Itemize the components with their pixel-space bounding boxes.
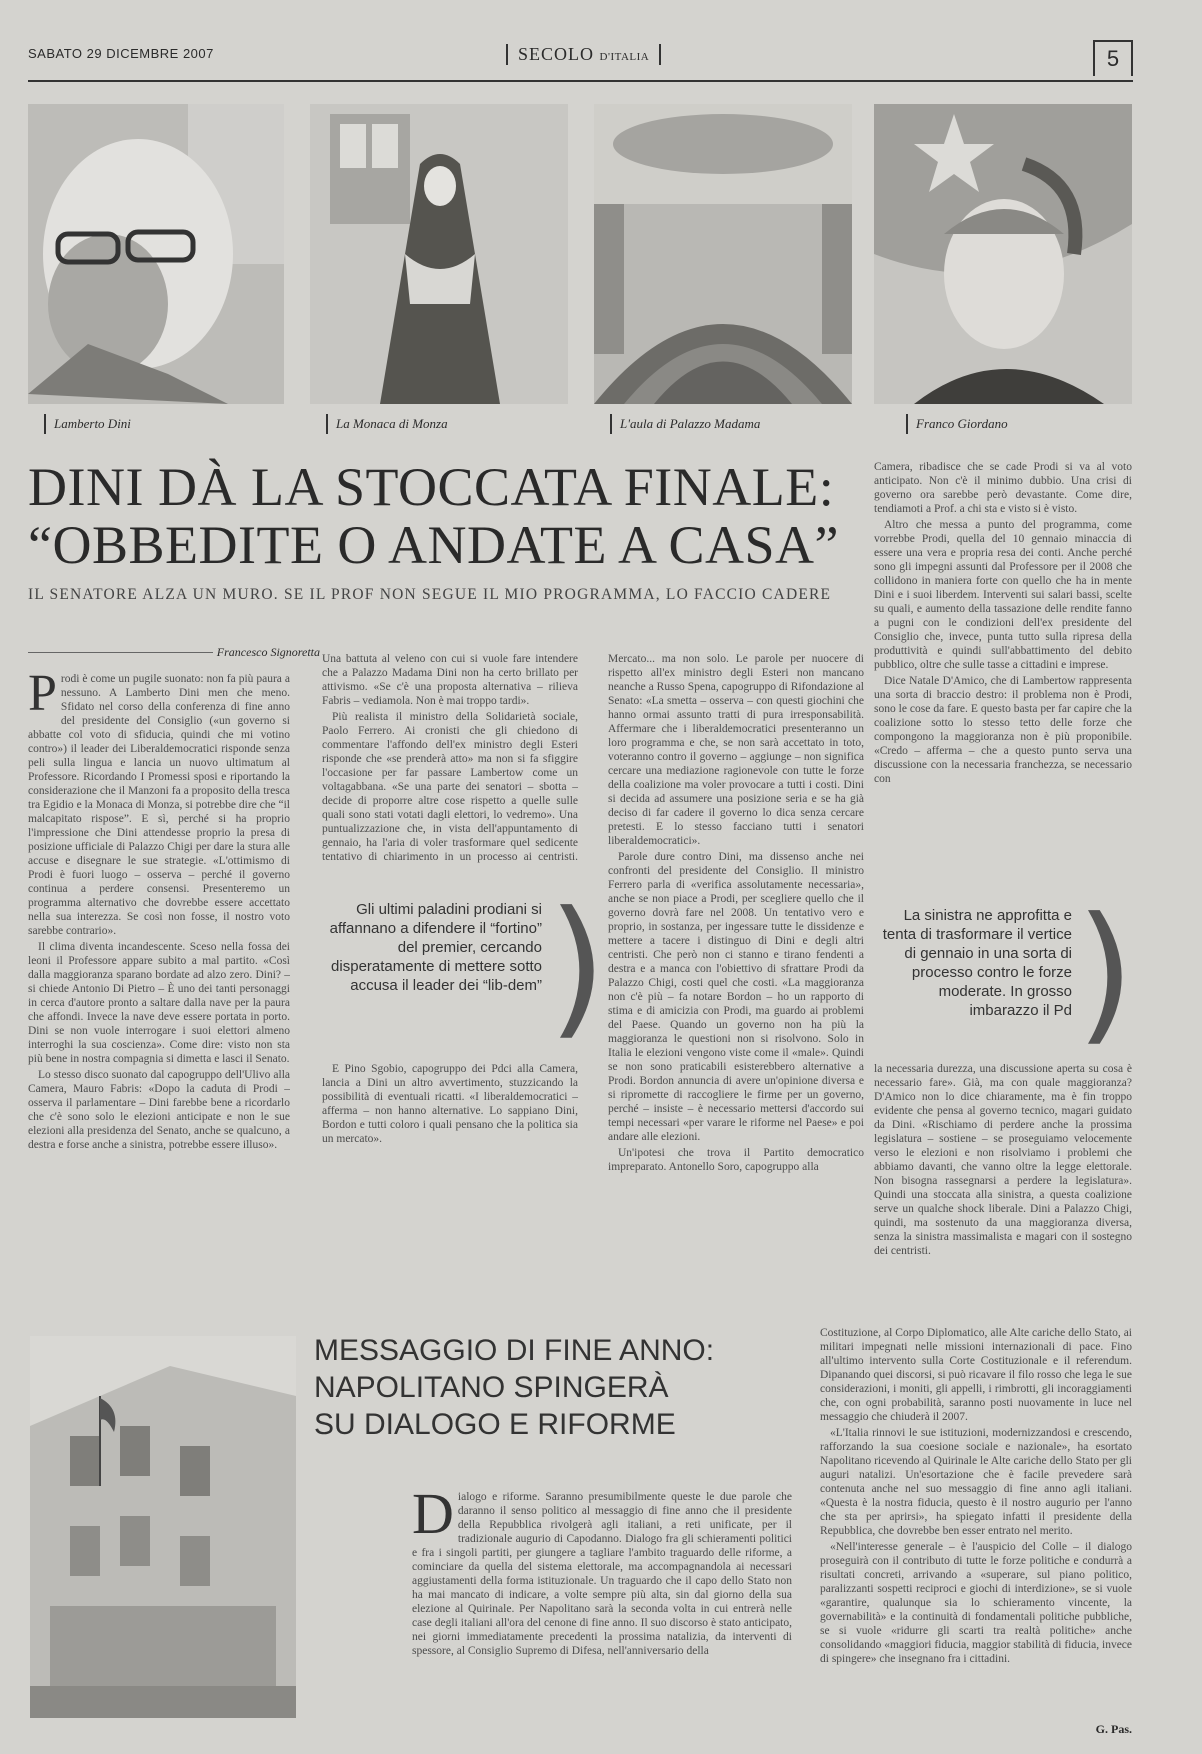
photo-caption-1: Lamberto Dini — [44, 414, 131, 434]
article1-col4-paragraph-4: la necessaria durezza, una discussione aperta su cosa è necessario fare». Già, ma con quale maggioranza? D'Amico non lo dice chiaramente, ma è fin troppo evidente che pensa al governo tecnico, magari guidato da Dini. «Rischiamo di perdere anche la prossima legislatura – sostiene – se proseguiamo velocemente verso le elezioni e non risolviamo i problemi che abbiamo davanti, che vanno oltre la legge elettorale. Non bisogna rassegnarsi a perdere la legislatura». Quindi una stoccata alla sinistra, a questa coalizione serve un qualche shock liberale. Dini a Palazzo Chigi, quindi, ma sostenuto da una maggioranza diversa, senza la sinistra massimalista e magari con il sostegno dei centristi. — [874, 1063, 1132, 1257]
article2-column-2 — [820, 1326, 1132, 1718]
article1-column-2-bottom — [322, 1062, 578, 1282]
article2-dropcap: D — [412, 1490, 454, 1546]
byline-author: Francesco Signoretta — [213, 645, 320, 659]
main-headline-line2: “OBBEDITE O ANDATE A CASA” — [28, 515, 839, 575]
article1-column-4-top — [874, 460, 1132, 910]
main-headline — [28, 458, 858, 574]
article1-column-3 — [608, 652, 864, 1282]
article1-column-1 — [28, 672, 290, 1282]
article1-col3-paragraph-2: Parole dure contro Dini, ma dissenso anche nei confronti del presidente del Consiglio. Il ministro Ferrero parla di «verifica assolutamente necessaria», anche se non piace a Prodi, per scegliere quello che il governo dovrà fare nel 2008. Un tentativo vero e proprio, in sostanza, per ingessare tutte le dissidenze e mettere a tacere i distinguo di Dini e degli altri centristi. Che però non ci stanno e tirano fendenti a destra e a manca con l'obiettivo di sfrattare Prodi da Palazzo Chigi, costi quel che costi. «La maggioranza non c'è più – fa notare Bordon – ho un rapporto di stima e di amicizia con Prodi, ma guardo ai problemi del Paese. Quando un governo non ha più la maggioranza le questioni non si risolvono. Solo in Italia le elezioni vengono viste come il «male». Quindi se non sono praticabili esisterebbero alternative a Prodi. Bordon annuncia di avere un'opinione diversa e si ripromette di raccogliere le firme per un governo, perché – insiste – è necessario mettersi d'accordo sui tempi necessari «per varare le riforme nel Paese» e poi andare alle elezioni. — [608, 851, 864, 1143]
photo-lamberto-dini — [28, 104, 284, 404]
article1-col2-paragraph-1: Una battuta al veleno con cui si vuole fare intendere che a Palazzo Madama Dini non ha certo brillato per attivismo. «Se c'è una proposta alternativa – rilieva Fabris – vediamola. Non è mai troppo tardi». — [322, 653, 578, 707]
article2-col1-paragraph: ialogo e riforme. Saranno presumibilmente queste le due parole che daranno il senso politico al messaggio di fine anno che il presidente della Repubblica rivolgerà agli italiani, a reti unificate, per il tradizionale augurio di Capodanno. Dialogo fra gli schieramenti politici e fra i singoli partiti, per giungere a tagliare l'ambito traguardo delle riforme, a cominciare da quella del sistema elettorale, ma accompagnandola ai necessari aggiustamenti della forma istituzionale. Un traguardo che il capo dello Stato non ha mai mancato di indicare, a volte sempre più alta, sin dal giorno della sua elezione al Quirinale. Per Napolitano sarà la seconda volta in cui entrerà nelle case degli italiani all'ora del cenone di fine anno. Il suo discorso è stato anticipato, nei giorni immediatamente precedenti la prossima natalizia, da interventi di spessore, al Consiglio Supremo di Difesa, nell'anniversario della — [412, 1491, 792, 1657]
photo-palazzo-madama — [594, 104, 852, 404]
pullquote-left-brace: ) — [548, 880, 607, 1054]
pullquote-left — [322, 880, 607, 1054]
photo-caption-3: L'aula di Palazzo Madama — [610, 414, 760, 434]
newspaper-title-small: D'ITALIA — [599, 51, 650, 63]
article1-col4-paragraph-3: Dice Natale D'Amico, che di Lambertow rappresenta una sorta di braccio destro: il problema non è Prodi, sono le cose da fare. E questo basta per far capire che la coalizione sotto lo stesso tetto delle forze che compongono la maggioranza non è più proponibile. «Credo – afferma – che a questo punto serva una discussione con la necessaria franchezza, se necessario con — [874, 675, 1132, 785]
article1-column-2-top — [322, 652, 578, 866]
pullquote-right-brace: ) — [1076, 886, 1135, 1060]
photo-monaca-di-monza — [310, 104, 568, 404]
article1-dropcap: P — [28, 672, 57, 722]
article2-col2-paragraph-2: «L'Italia rinnovi le sue istituzioni, modernizzandosi e crescendo, rafforzando la sua coesione sociale e nazionale», ha esortato Napolitano ricevendo al Quirinale le Alte cariche dello Stato per gli auguri natalizi. Un'esortazione che è facile prevedere sarà contenuta anche nel suo messaggio di fine anno agli italiani. «Questa è la nostra fiducia, questo è il nostro augurio per l'anno che sta per aprirsi», ha spiegato infatti il presidente della Repubblica, che dovrebbe ben esser entrato nel merito. — [820, 1427, 1132, 1537]
photo-franco-giordano — [874, 104, 1132, 404]
photo-quirinale — [30, 1336, 296, 1718]
article1-col1-paragraph-3: Lo stesso disco suonato dal capogruppo dell'Ulivo alla Camera, Mauro Fabris: «Dopo la caduta di Prodi – osserva il parlamentare – Dini farebbe bene a ricordarlo che c'è sono solo le elezioni anticipate e non le sue elezioni alla presidenza del Senato, anche se qualcuno, a destra e forse anche a sinistra, potrebbe essere illuso». — [28, 1069, 290, 1151]
issue-date: SABATO 29 DICEMBRE 2007 — [28, 46, 214, 61]
pullquote-right — [880, 886, 1135, 1060]
main-subheadline: IL SENATORE ALZA UN MURO. SE IL PROF NON SEGUE IL MIO PROGRAMMA, LO FACCIO CADERE — [28, 586, 832, 603]
article1-col4-paragraph-2: Altro che messa a punto del programma, come vorrebbe Prodi, quella del 10 gennaio minaccia di essere una vera e propria resa dei conti. Anche perché sono gli impegni assunti dal Professore per il 2008 che collidono in maniera forte con quello che ha in mente Dini e i suoi liberdem. Interventi sui salari bassi, scelte su quali, e aumento della tassazione delle rendite fanno a pugni con le condizioni dell'ex presidente del Consiglio che, invece, punta tutto sulla ripresa della produttività e quindi sull'abbattimento del debito pubblico, oltre che sulle tasse a cittadini e imprese. — [874, 519, 1132, 671]
pullquote-left-text: Gli ultimi paladini prodiani si affannano a difendere il “fortino” del premier, cercando disperatamente di mettere sotto accusa il leader dei “lib-dem” — [329, 901, 542, 994]
second-headline-line3: SU DIALOGO E RIFORME — [314, 1408, 676, 1441]
article2-col2-paragraph-3: «Nell'interesse generale – è l'auspicio del Colle – il dialogo proseguirà con il contributo di tutte le forze politiche e condurrà a risultati concreti, arrivando a «superare, sul piano politico, paralizzanti sospetti reciproci e giochi di interdizione», se si vuole «garantire, qualunque sia lo schieramento vincente, la governabilità» e la continuità di fondamentali politiche pubbliche, se si vuole «ridurre gli scarti tra realtà politiche» anche consolidando «maggiori fiducia, maggior stabilità di fiducia, invece di spingere» che insegnano fra i cittadini. — [820, 1541, 1132, 1665]
pullquote-right-text: La sinistra ne approfitta e tenta di trasformare il vertice di gennaio in una sorta di processo contro le forze moderate. In grosso imbarazzo il Pd — [882, 907, 1072, 1019]
byline — [28, 645, 320, 668]
article1-col2-paragraph-2: Più realista il ministro della Solidarietà sociale, Paolo Ferrero. Ai cronisti che gli chiedono di commentare l'affondo dell'ex ministro degli Esteri risponde che «se prenderà atto» ma non si fa sfiggire l'occasione per far passare Lambertow come un voltagabbana. «Se una parte dei senatori – sbotta – decide di proporre altre cose rispetto a quelle sulle quali sono stati votati dagli elettori, lo vedremo». Una puntualizzazione che, in vista dell'appuntamento di gennaio, ha l'aria di voler trasformare quel sedicente tentativo di chiarimento in un processo ai centristi. — [322, 711, 578, 863]
second-headline-line1: MESSAGGIO DI FINE ANNO: — [314, 1334, 715, 1367]
article1-col4-paragraph-1: Camera, ribadisce che se cade Prodi si va al voto anticipato. Non c'è il minimo dubbio. Una crisi di governo ora sarebbe però devastante. Come dire, tendiamoti a Prof. a chi sta e visto si è visto. — [874, 461, 1132, 515]
article1-col3-paragraph-3: Un'ipotesi che trova il Partito democratico impreparato. Antonello Soro, capogruppo alla — [608, 1147, 864, 1173]
newspaper-title — [506, 44, 661, 65]
article1-col3-paragraph-1: Mercato... ma non solo. Le parole per nuocere di rispetto all'ex ministro degli Esteri non mancano neanche a Russo Spena, capogruppo di Rifondazione al Senato: «La smetta – osserva – con questi giochini che hanno ormai assunto tratti di pura irresponsabilità. Affermare che i liberaldemocratici presenteranno un loro programma e che, se non sarà accettato in toto, voteranno contro il governo – aggiunge – non significa cercare una mediazione ragionevole con tutte le forze della coalizione ma voler provocare a tutti i costi. Dini si decida ad assumere una posizione seria e se ha già deciso di far cadere il governo lo dica senza cercare pretesti. E lo stesso facciano tutti i senatori liberaldemocratici». — [608, 653, 864, 847]
second-headline-line2: NAPOLITANO SPINGERÀ — [314, 1371, 669, 1404]
article1-col1-paragraph-2: Il clima diventa incandescente. Sceso nella fossa dei leoni il Professore appare subito a mal partito. «Così dalla maggioranza sparano bordate ad alzo zero. Dini? – si chiede Antonio Di Pietro – È uno dei tanti personaggi in cerca d'autore pronto a saltare dalla nave per la paura che affondi. Invece la nave deve essere portata in porto. Dini se non vuole interrogare i suoi elettori almeno interroghi la sua coscienza». Come dire: visto non sta più bene in nostra compagnia si dimetta e lasci il Senato. — [28, 941, 290, 1065]
article2-col2-paragraph-1: Costituzione, al Corpo Diplomatico, alle Alte cariche dello Stato, ai militari impegnati nelle missioni internazionali di pace. Fino all'ultimo intervento sulla Corte Costituzionale e il referendum. Dipanando quei discorsi, si può ricavare il filo rosso che lega le sue considerazioni, i moniti, gli appelli, i rimbrotti, gli incoraggiamenti che, con ogni probabilità, saranno posti nuovamente in luce nel messaggio che chiuderà il 2007. — [820, 1327, 1132, 1423]
photo-caption-2: La Monaca di Monza — [326, 414, 448, 434]
article2-signature: G. Pas. — [1095, 1722, 1132, 1736]
article1-col1-paragraph-1: rodi è come un pugile suonato: non fa più paura a nessuno. A Lamberto Dini men che meno. Sfidato nel corso della conferenza di fine anno del presidente del Consiglio («un governo si abbatte col voto di sfiducia, quindi che mi votino contro») il leader dei Liberaldemocratici risponde senza peli sulla lingua e lancia un nuovo ultimatum al Professore. Ricordando I Promessi sposi e riportando la considerazione che il Manzoni fa a proposito della tresca tra Egidio e la Monaca di Monza, si potrebbe dire che “il malcapitato rispose”. E sì, perché si ha proprio l'impressione che Dini attendesse proprio la presa di posizione ufficiale di Palazzo Chigi per dare la stura alle accuse e disegnare le sue strategie. «L'ottimismo di Prodi è fuori luogo – osserva – perché il governo continua a perdere consensi. Presenteremo un programma alternativo che dovrebbe essere accettato nella sua interezza. Se così non fosse, il nostro voto sarebbe contrario». — [28, 673, 290, 937]
page-number: 5 — [1093, 40, 1133, 76]
article1-col2-paragraph-3: E Pino Sgobio, capogruppo dei Pdci alla Camera, lancia a Dini un altro avvertimento, stuzzicando la possibilità di eventuali ricatti. «I liberaldemocratici – afferma – non hanno alternative. Lo sappiano Dini, Bordon e tutti coloro i quali pensano che la politica sia un mercato». — [322, 1063, 578, 1145]
main-headline-line1: DINI DÀ LA STOCCATA FINALE: — [28, 457, 835, 517]
article1-column-4-bottom — [874, 1062, 1132, 1282]
second-headline — [314, 1332, 754, 1443]
masthead — [28, 40, 1133, 82]
photo-caption-4: Franco Giordano — [906, 414, 1008, 434]
article2-column-1 — [412, 1490, 792, 1718]
newspaper-title-main: SECOLO — [518, 44, 595, 64]
